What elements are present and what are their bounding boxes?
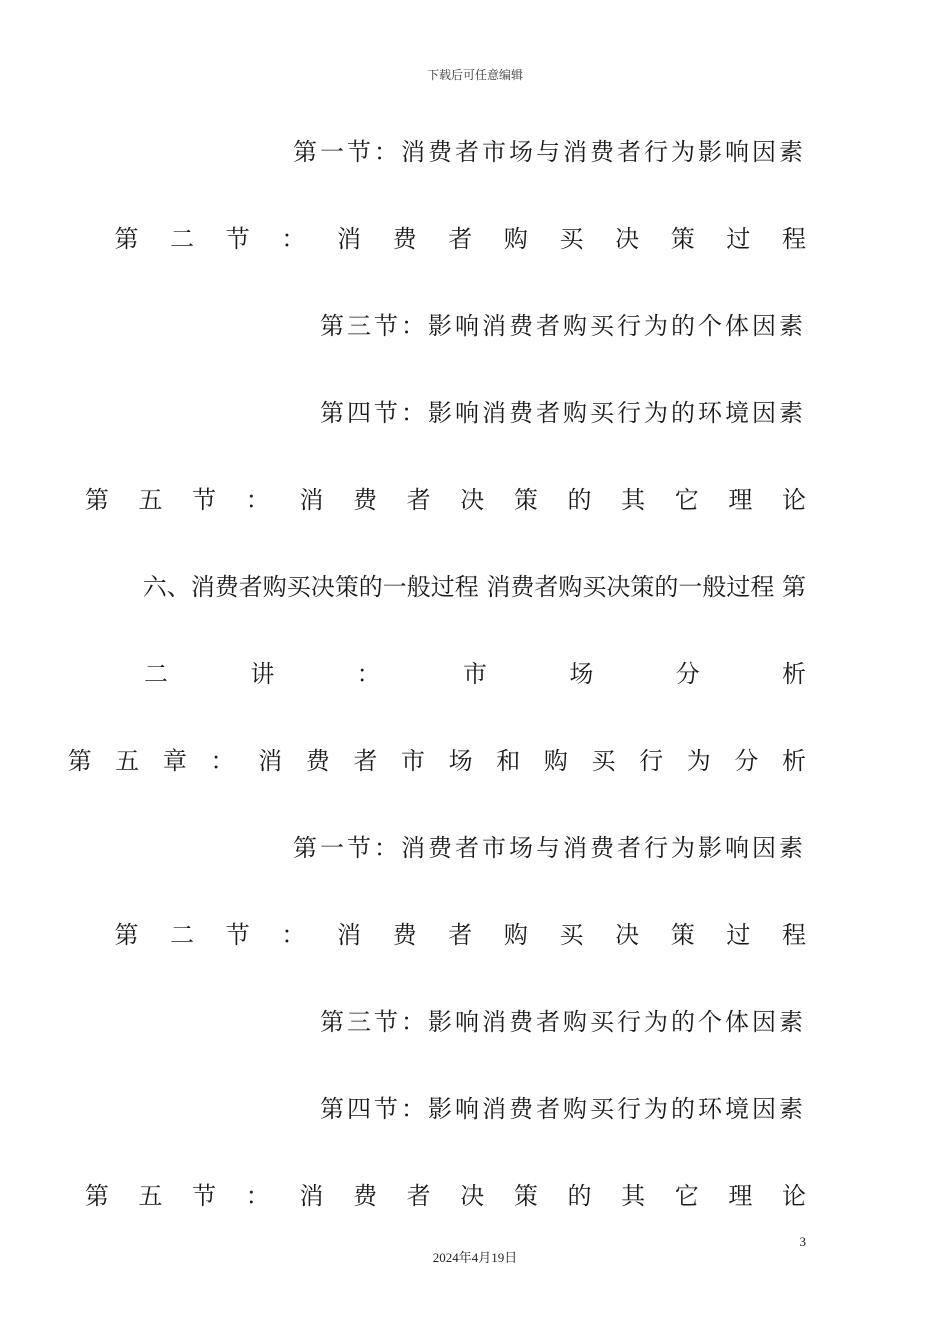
- body-text-line: 六、消费者购买决策的一般过程 消费者购买决策的一般过程 第: [142, 573, 806, 601]
- section-heading: 第三节：影响消费者购买行为的个体因素: [320, 1008, 806, 1036]
- section-heading: 第四节：影响消费者购买行为的环境因素: [320, 399, 806, 427]
- section-heading: 第一节：消费者市场与消费者行为影响因素: [293, 138, 806, 166]
- chapter-heading: 第 五 章 ： 消 费 者 市 场 和 购 买 行 为 分 析: [67, 747, 814, 775]
- section-heading: 第 二 节 ： 消 费 者 购 买 决 策 过 程: [114, 225, 818, 253]
- section-heading: 第一节：消费者市场与消费者行为影响因素: [293, 834, 806, 862]
- section-heading: 第 五 节 ： 消 费 者 决 策 的 其 它 理 论: [84, 486, 817, 514]
- lecture-title-char: ：: [356, 660, 381, 688]
- lecture-title-row: [144, 659, 806, 689]
- section-heading: 第 五 节 ： 消 费 者 决 策 的 其 它 理 论: [84, 1182, 817, 1210]
- lecture-title-char: 场: [569, 660, 594, 688]
- section-heading: 第四节：影响消费者购买行为的环境因素: [320, 1095, 806, 1123]
- page-header: 下载后可任意编辑: [426, 68, 523, 82]
- page-number: 3: [799, 1234, 806, 1249]
- lecture-title-char: 讲: [250, 660, 275, 688]
- lecture-title-char: 分: [675, 660, 700, 688]
- section-heading: 第三节：影响消费者购买行为的个体因素: [320, 312, 806, 340]
- lecture-title-char: 析: [781, 660, 806, 688]
- section-heading: 第 二 节 ： 消 费 者 购 买 决 策 过 程: [114, 921, 818, 949]
- lecture-title-char: 市: [462, 660, 487, 688]
- lecture-title-char: 二: [144, 660, 168, 688]
- footer-date: 2024年4月19日: [432, 1250, 518, 1265]
